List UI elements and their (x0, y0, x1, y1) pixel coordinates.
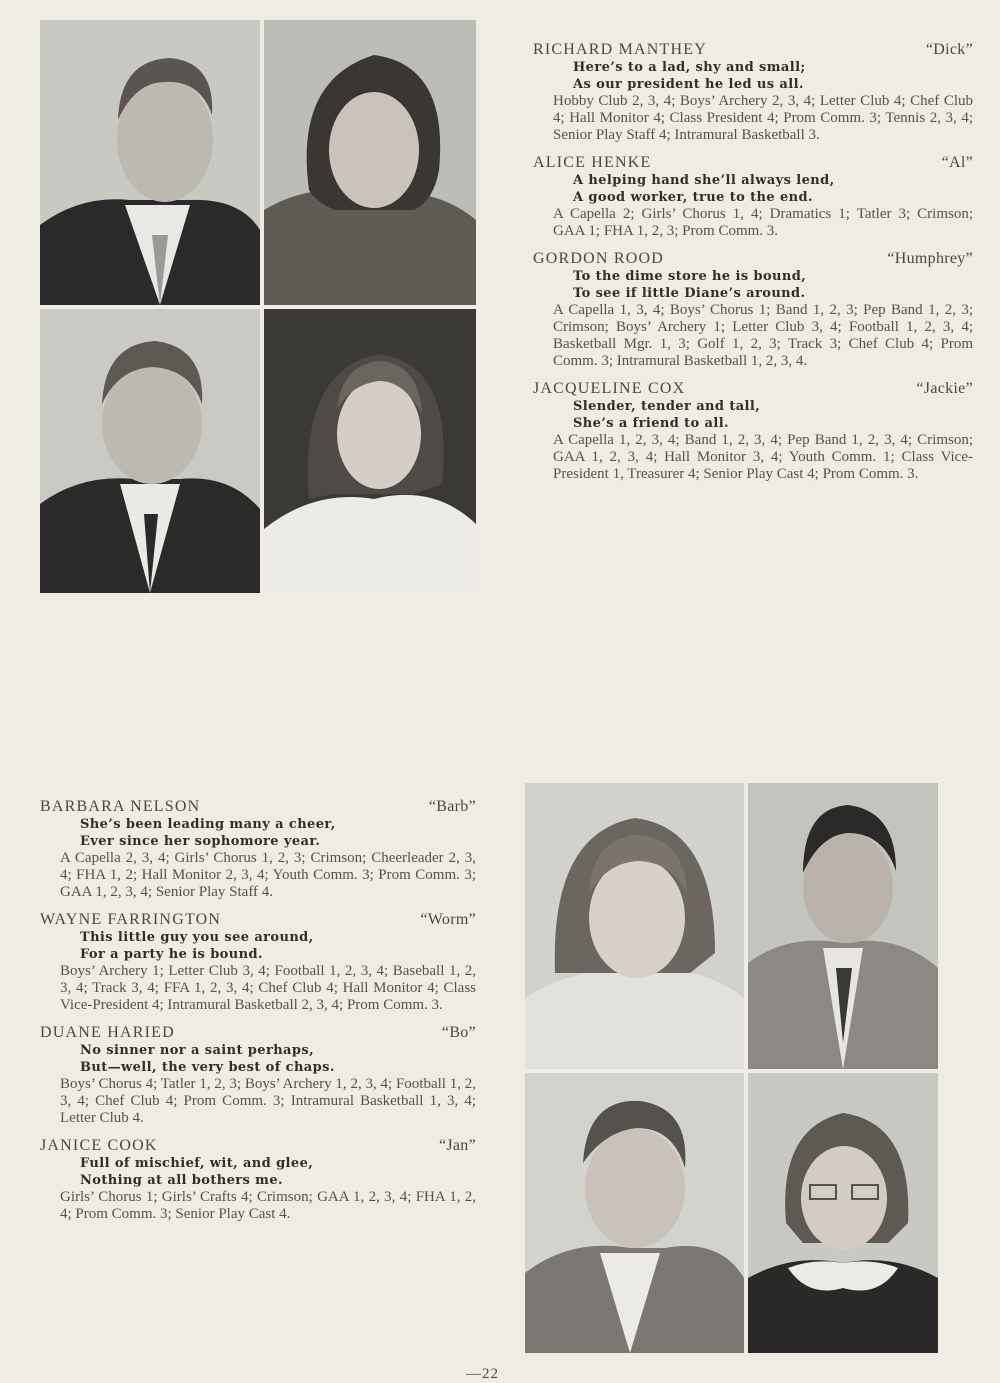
portrait-photo-jacqueline-cox (264, 309, 476, 593)
student-name: JANICE COOK (40, 1137, 158, 1154)
activities-text: Boys’ Chorus 4; Tatler 1, 2, 3; Boys’ Archery 1, 2, 3, 4; Football 1, 2, 3, 4; Chef Club 4; Prom Comm. 3; Intramural Basketball 1, 3, 4; Letter Club 4. (60, 1076, 476, 1126)
top-bios-column (533, 40, 973, 492)
bio-header (40, 797, 476, 816)
bio-header (40, 1023, 476, 1042)
top-portrait-grid (40, 20, 476, 595)
portrait-photo-alice-henke (264, 20, 476, 305)
portrait-photo-barbara-nelson (525, 783, 744, 1069)
bio-header (533, 153, 973, 172)
verse-line: This little guy you see around, (80, 930, 314, 945)
activities-text: Girls’ Chorus 1; Girls’ Crafts 4; Crimson; GAA 1, 2, 3, 4; FHA 1, 2, 4; Prom Comm. 3; Senior Play Cast 4. (60, 1189, 476, 1222)
bio-entry-wayne-farrington (40, 910, 476, 1014)
bottom-bios-column (40, 797, 476, 1232)
portrait-photo-richard-manthey (40, 20, 260, 305)
student-name: GORDON ROOD (533, 250, 664, 267)
activities-text: A Capella 1, 3, 4; Boys’ Chorus 1; Band 1, 2, 3; Pep Band 1, 2, 3; Crimson; Boys’ Archery 1; Letter Club 3, 4; Football 1, 2, 3, 4; Basketball Mgr. 1, 3; Golf 1, 2, 3; Track 3; Chef Club 4; Prom Comm. 3; Intramural Basketball 1, 2, 3, 4. (553, 302, 973, 369)
student-name: RICHARD MANTHEY (533, 41, 707, 58)
bio-entry-janice-cook (40, 1136, 476, 1223)
student-nickname: “Bo” (441, 1024, 476, 1041)
activities-text: A Capella 1, 2, 3, 4; Band 1, 2, 3, 4; Pep Band 1, 2, 3, 4; Crimson; GAA 1, 2, 3, 4; Hall Monitor 3, 4; Youth Comm. 1; Class Vice-President 1, Treasurer 4; Senior Play Cast 4; Prom Comm. 3. (553, 432, 973, 482)
activities-text: A Capella 2; Girls’ Chorus 1, 4; Dramatics 1; Tatler 3; Crimson; GAA 1; FHA 1, 2, 3; Prom Comm. 3. (553, 206, 973, 239)
verse-line: Nothing at all bothers me. (80, 1173, 283, 1188)
student-nickname: “Jan” (438, 1137, 476, 1154)
verse-line: As our president he led us all. (573, 77, 804, 92)
verse-line: No sinner nor a saint perhaps, (80, 1043, 315, 1058)
bio-header (533, 379, 973, 398)
bio-header (40, 1136, 476, 1155)
portrait-photo-janice-cook (748, 1073, 938, 1353)
verse-line: She’s a friend to all. (573, 416, 729, 431)
verse-line: Slender, tender and tall, (573, 399, 761, 414)
student-nickname: “Dick” (925, 41, 973, 58)
bio-entry-alice-henke (533, 153, 973, 240)
bio-entry-gordon-rood (533, 249, 973, 370)
student-nickname: “Worm” (420, 911, 476, 928)
portrait-photo-duane-haried (525, 1073, 744, 1353)
student-nickname: “Humphrey” (887, 250, 973, 267)
student-nickname: “Jackie” (916, 380, 973, 397)
student-name: DUANE HARIED (40, 1024, 175, 1041)
bio-header (533, 40, 973, 59)
bio-header (40, 910, 476, 929)
student-name: ALICE HENKE (533, 154, 652, 171)
verse-line: But—well, the very best of chaps. (80, 1060, 335, 1075)
activities-text: Hobby Club 2, 3, 4; Boys’ Archery 2, 3, 4; Letter Club 4; Chef Club 4; Hall Monitor 4; Class President 4; Prom Comm. 3; Tennis 2, 3, 4; Senior Play Staff 4; Intramural Basketball 3. (553, 93, 973, 143)
verse-line: She’s been leading many a cheer, (80, 817, 336, 832)
portrait-photo-gordon-rood (40, 309, 260, 593)
page-number: —22 (466, 1366, 499, 1382)
verse-line: Here’s to a lad, shy and small; (573, 60, 806, 75)
verse-line: Ever since her sophomore year. (80, 834, 321, 849)
bio-entry-duane-haried (40, 1023, 476, 1127)
bio-entry-barbara-nelson (40, 797, 476, 901)
verse-line: For a party he is bound. (80, 947, 263, 962)
student-nickname: “Al” (941, 154, 973, 171)
verse-line: To see if little Diane’s around. (573, 286, 806, 301)
student-nickname: “Barb” (428, 798, 476, 815)
verse-line: A good worker, true to the end. (573, 190, 813, 205)
bottom-portrait-grid (525, 783, 940, 1355)
bio-header (533, 249, 973, 268)
portrait-photo-wayne-farrington (748, 783, 938, 1069)
verse-line: Full of mischief, wit, and glee, (80, 1156, 314, 1171)
activities-text: A Capella 2, 3, 4; Girls’ Chorus 1, 2, 3; Crimson; Cheerleader 2, 3, 4; FHA 1, 2; Hall Monitor 2, 3, 4; Youth Comm. 3; Prom Comm. 3; GAA 1, 2, 3, 4; Senior Play Staff 4. (60, 850, 476, 900)
student-name: JACQUELINE COX (533, 380, 686, 397)
activities-text: Boys’ Archery 1; Letter Club 3, 4; Football 1, 2, 3, 4; Baseball 1, 2, 3, 4; Track 3, 4; FFA 1, 2, 3, 4; Chef Club 4; Hall Monitor 4; Class Vice-President 4; Intramural Basketball 2, 3, 4; Prom Comm. 3. (60, 963, 476, 1013)
student-name: WAYNE FARRINGTON (40, 911, 222, 928)
verse-line: To the dime store he is bound, (573, 269, 807, 284)
bio-entry-jacqueline-cox (533, 379, 973, 483)
student-name: BARBARA NELSON (40, 798, 201, 815)
verse-line: A helping hand she’ll always lend, (573, 173, 835, 188)
bio-entry-richard-manthey (533, 40, 973, 144)
